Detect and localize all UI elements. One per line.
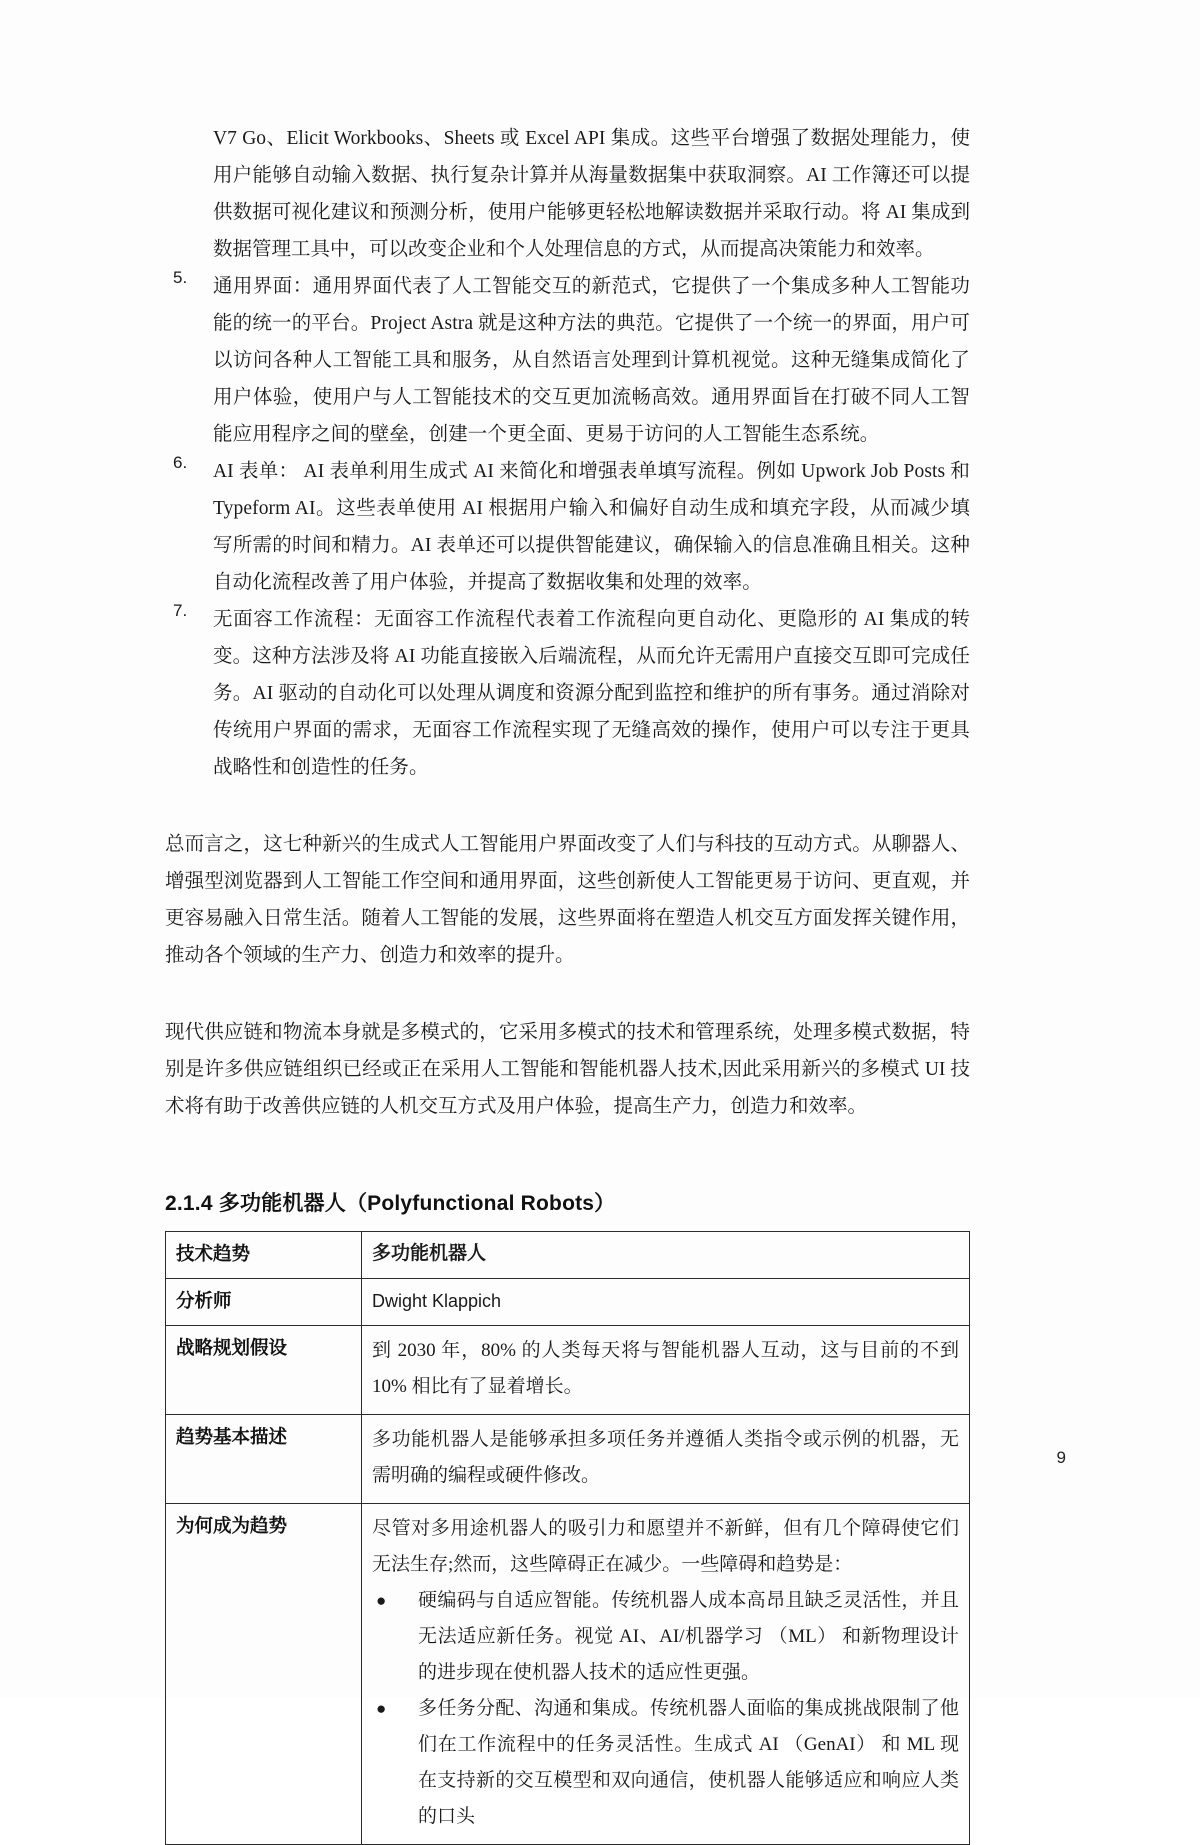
list-item-4-text: V7 Go、Elicit Workbooks、Sheets 或 Excel API 集成。这些平台增强了数据处理能力，使用户能够自动输入数据、执行复杂计算并从海量数据集中获取洞察。AI 工作簿还可以提供数据可视化建议和预测分析，使用户能够更轻松地解读数据并采取行动。将 AI 集成到数据管理工具中，可以改变企业和个人处理信息的方式，从而提高决策能力和效率。 xyxy=(213,128,970,260)
list-marker-5: 5. xyxy=(173,268,188,287)
bullet-icon: ● xyxy=(376,1591,387,1610)
list-item-label: 硬编码与自适应智能。传统机器人成本高昂且缺乏灵活性，并且无法适应新任务。视觉 AI、AI/机器学习 （ML） 和新物理设计的进步现在使机器人技术的适应性更强。 xyxy=(418,1590,959,1683)
list-item-label: 多任务分配、沟通和集成。传统机器人面临的集成挑战限制了他们在工作流程中的任务灵活性。生成式 AI （GenAI） 和 ML 现在支持新的交互模型和双向通信，使机器人能够适应和响应人类的口头 xyxy=(418,1698,959,1827)
page-number: 9 xyxy=(1056,1448,1066,1467)
table-row-value: 多功能机器人 xyxy=(362,1232,970,1279)
table-row-label: 趋势基本描述 xyxy=(166,1415,362,1504)
list-item-6-text: AI 表单： AI 表单利用生成式 AI 来简化和增强表单填写流程。例如 Upwork Job Posts 和 Typeform AI。这些表单使用 AI 根据用户输入和偏好自动生成和填充字段，从而减少填写所需的时间和精力。AI 表单还可以提供智能建议，确保输入的信息准确且相关。这种自动化流程改善了用户体验，并提高了数据收集和处理的效率。 xyxy=(213,461,970,593)
table-row-value: 多功能机器人是能够承担多项任务并遵循人类指令或示例的机器，无需明确的编程或硬件修改。 xyxy=(362,1415,970,1504)
table-row xyxy=(166,1326,970,1415)
page-title: 2.1.4 多功能机器人（Polyfunctional Robots） xyxy=(165,1192,616,1215)
list-marker-7: 7. xyxy=(173,601,188,620)
table-row xyxy=(166,1279,970,1326)
list-item-7 xyxy=(165,601,970,786)
spacer xyxy=(165,974,970,1014)
list-item-5-text: 通用界面：通用界面代表了人工智能交互的新范式，它提供了一个集成多种人工智能功能的统一的平台。Project Astra 就是这种方法的典范。它提供了一个统一的界面，用户可以访问各种人工智能工具和服务，从自然语言处理到计算机视觉。这种无缝集成简化了用户体验，使用户与人工智能技术的交互更加流畅高效。通用界面旨在打破不同人工智能应用程序之间的壁垒，创建一个更全面、更易于访问的人工智能生态系统。 xyxy=(213,276,970,445)
spacer xyxy=(165,1125,970,1187)
list-item-5 xyxy=(165,268,970,453)
supply-chain-paragraph: 现代供应链和物流本身就是多模式的，它采用多模式的技术和管理系统，处理多模式数据，特别是许多供应链组织已经或正在采用人工智能和智能机器人技术,因此采用新兴的多模式 UI 技术将有助于改善供应链的人机交互方式及用户体验，提高生产力，创造力和效率。 xyxy=(165,1022,970,1117)
list-item-6 xyxy=(165,453,970,601)
table-row xyxy=(166,1504,970,1845)
list-marker-6: 6. xyxy=(173,453,188,472)
page-content xyxy=(165,120,970,1845)
table-row-label: 战略规划假设 xyxy=(166,1326,362,1415)
trend-table xyxy=(165,1231,970,1845)
table-row-value xyxy=(362,1504,970,1845)
table-cell-intro: 尽管对多用途机器人的吸引力和愿望并不新鲜，但有几个障碍使它们无法生存;然而，这些障碍正在减少。一些障碍和趋势是： xyxy=(372,1518,959,1575)
spacer xyxy=(165,786,970,826)
table-row xyxy=(166,1232,970,1279)
list-item xyxy=(372,1583,959,1691)
list-item-4-continuation xyxy=(165,120,970,268)
table-row-value: 到 2030 年，80% 的人类每天将与智能机器人互动，这与目前的不到 10% 相比有了显着增长。 xyxy=(362,1326,970,1415)
list-item xyxy=(372,1691,959,1835)
table-row-value: Dwight Klappich xyxy=(362,1279,970,1326)
bullet-icon: ● xyxy=(376,1699,387,1718)
table-row-label: 技术趋势 xyxy=(166,1232,362,1279)
table-row xyxy=(166,1415,970,1504)
summary-paragraph: 总而言之，这七种新兴的生成式人工智能用户界面改变了人们与科技的互动方式。从聊器人、增强型浏览器到人工智能工作空间和通用界面，这些创新使人工智能更易于访问、更直观，并更容易融入日常生活。随着人工智能的发展，这些界面将在塑造人机交互方面发挥关键作用，推动各个领域的生产力、创造力和效率的提升。 xyxy=(165,834,970,966)
list-item-7-text: 无面容工作流程：无面容工作流程代表着工作流程向更自动化、更隐形的 AI 集成的转变。这种方法涉及将 AI 功能直接嵌入后端流程，从而允许无需用户直接交互即可完成任务。AI 驱动的自动化可以处理从调度和资源分配到监控和维护的所有事务。通过消除对传统用户界面的需求，无面容工作流程实现了无缝高效的操作，使用户可以专注于更具战略性和创造性的任务。 xyxy=(213,609,970,778)
table-row-label: 为何成为趋势 xyxy=(166,1504,362,1845)
table-cell-bullet-list xyxy=(372,1583,959,1835)
table-row-label: 分析师 xyxy=(166,1279,362,1326)
